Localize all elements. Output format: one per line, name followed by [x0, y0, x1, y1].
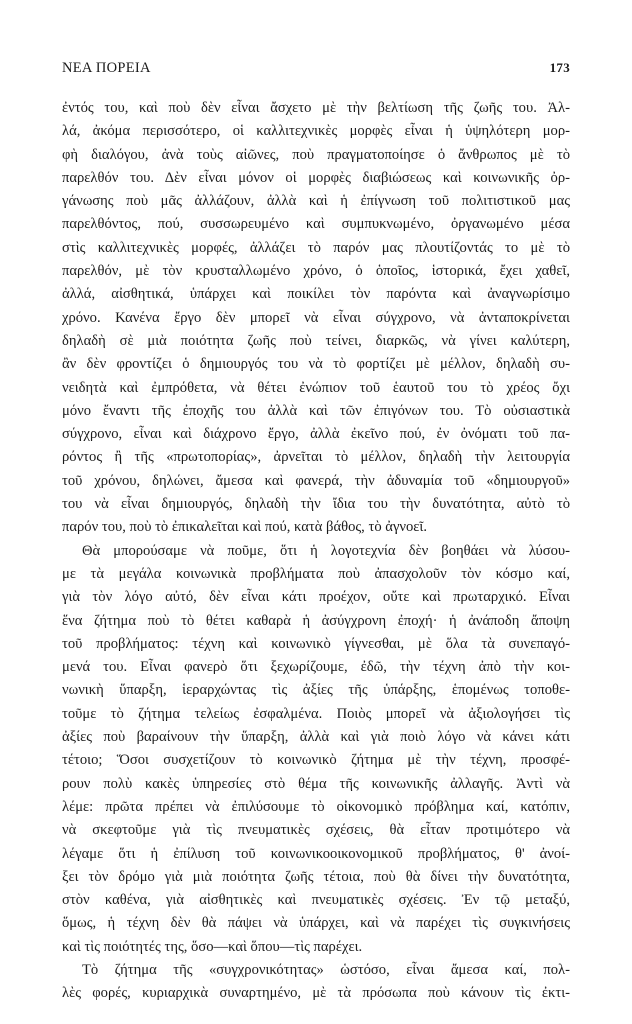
text-line: γάνωσης ποὺ μᾶς ἀλλάζουν, ἀλλὰ καὶ ἡ ἐπίγνωση τοῦ πολιτιστικοῦ μας: [62, 193, 570, 210]
text-line: φὴ διαλόγου, ἀνὰ τοὺς αἰῶνες, ποὺ πραγματοποίησε ὁ ἄνθρωπος μὲ τὸ: [62, 146, 570, 163]
text-line: μόνο ἔναντι τῆς ἐποχῆς του ἀλλὰ καὶ τῶν ἐπιγόνων του. Τὸ οὐσιαστικὰ: [62, 402, 570, 419]
text-line: χρόνο. Κανένα ἔργο δὲν μπορεῖ νὰ εἶναι σύγχρονο, νὰ ἀνταποκρίνεται: [62, 309, 570, 326]
text-line: μενά του. Εἶναι φανερὸ ὅτι ξεχωρίζουμε, ἐδῶ, τὴν τέχνη ἀπὸ τὴν κοι-: [62, 659, 570, 676]
text-line: νὰ σκεφτοῦμε γιὰ τὶς πνευματικὲς σχέσεις, θὰ εἶταν προτιμότερο νὰ: [62, 822, 570, 839]
text-line: Θὰ μπορούσαμε νὰ ποῦμε, ὅτι ἡ λογοτεχνία δὲν βοηθάει νὰ λύσου-: [82, 542, 570, 559]
text-line: ἐντός του, καὶ ποὺ δὲν εἶναι ἄσχετο μὲ τὴν βελτίωση τῆς ζωῆς του. Ἀλ-: [62, 100, 570, 116]
text-line: γιὰ τὸν λόγο αὐτό, δὲν εἶναι κάτι προέχον, οὔτε καὶ πρωταρχικό. Εἶναι: [62, 589, 570, 606]
text-line: παρελθόν του. Δὲν εἶναι μόνον οἱ μορφὲς διαβιώσεως καὶ κοινωνικῆς ὀρ-: [62, 169, 570, 186]
paragraph: [62, 97, 570, 540]
text-line: παρελθόν, μὲ τὸν κρυσταλλωμένο χρόνο, ὁ ὁποῖος, ἱστορικά, ἔχει χαθεῖ,: [62, 263, 570, 280]
text-line: ἀλλά, αἰσθητικά, ὑπάρχει καὶ ποικίλει τὸν παρόντα καὶ ἀναγνωρίσιμο: [62, 286, 570, 303]
text-line: λέγαμε ὅτι ἡ ἐπίλυση τοῦ κοινωνικοοικονομικοῦ προβλήματος, θ' ἀνοί-: [62, 845, 570, 862]
text-line: του νὰ εἶναι δημιουργός, δηλαδὴ τὴν ἴδια του τὴν δυνατότητα, αὐτὸ τὸ: [62, 496, 570, 513]
text-line: ρουν πολὺ κακὲς ὑπηρεσίες στὸ θέμα τῆς κοινωνικῆς ἀλλαγῆς. Ἀντὶ νὰ: [62, 775, 570, 792]
text-line: ἂν δὲν φροντίζει ὁ δημιουργός του νὰ τὸ φορτίζει μὲ μέλλον, δηλαδὴ συ-: [62, 356, 570, 373]
text-line: σύγχρονο, εἶναι καὶ διάχρονο ἔργο, ἀλλὰ ἐκεῖνο πού, ἐν ὀνόματι τοῦ πα-: [62, 426, 570, 443]
text-line: τοῦμε τὸ ζήτημα τελείως ἐσφαλμένα. Ποιὸς μπορεῖ νὰ ἀξιολογήσει τὶς: [62, 705, 570, 722]
text-line: καὶ τὶς ποιότητές της, ὅσο—καὶ ὅπου—τὶς παρέχει.: [62, 938, 363, 955]
text-line: στὶς καλλιτεχνικὲς μορφές, ἀλλάζει τὸ παρόν μας πλουτίζοντάς το μὲ τὸ: [62, 239, 570, 256]
text-line: Τὸ ζήτημα τῆς «συγχρονικότητας» ὡστόσο, εἶναι ἄμεσα καί, πολ-: [82, 961, 570, 978]
running-title: ΝΕΑ ΠΟΡΕΙΑ: [62, 60, 151, 76]
text-line: τοῦ προβλήματος: τέχνη καὶ κοινωνικὸ γίγνεσθαι, μὲ ὅλα τὰ συνεπαγό-: [62, 635, 570, 652]
text-line: ξει τὸν δρόμο γιὰ μιὰ ποιότητα ζωῆς τέτοια, ποὺ θὰ δίνει τὴν δυνατότητα,: [62, 868, 570, 885]
text-line: νωνικὴ ὕπαρξη, ἱεραρχώντας τὶς ἀξίες τῆς ὑπάρξης, ἑπομένως τοποθε-: [62, 682, 570, 699]
text-line: ὅμως, ἡ τέχνη δὲν θὰ πάψει νὰ ὑπάρχει, καὶ νὰ παρέχει τὶς συγκινήσεις: [62, 915, 570, 932]
text-line: ἕνα ζήτημα ποὺ τὸ θέτει καθαρὰ ἡ ἀσύγχρονη ἐποχή· ἡ ἀνάποδη ἄποψη: [62, 612, 570, 629]
text-line: ρόντος ἢ τῆς «πρωτοπορίας», ἀρνεῖται τὸ μέλλον, δηλαδὴ τὴν λειτουργία: [62, 449, 570, 466]
paragraph: [62, 959, 570, 1006]
page-body: [62, 97, 570, 1006]
page-number: 173: [549, 60, 570, 75]
text-line: λά, ἀκόμα περισσότερο, οἱ καλλιτεχνικὲς μορφὲς εἶναι ἡ ὑψηλότερη μορ-: [62, 123, 570, 140]
text-line: λέμε: πρῶτα πρέπει νὰ ἐπιλύσουμε τὸ οἰκονομικὸ πρόβλημα καί, κατόπιν,: [62, 798, 570, 815]
text-line: λὲς φορές, κυριαρχικὰ συναρτημένο, μὲ τὰ πρόσωπα ποὺ κάνουν τὶς ἐκτι-: [62, 985, 570, 1002]
text-line: παρελθόντος, πού, συσσωρευμένο καὶ συμπυκνωμένο, ὀργανωμένο μέσα: [62, 216, 570, 233]
text-line: στὸν καθένα, γιὰ αἰσθητικὲς καὶ πνευματικὲς σχέσεις. Ἐν τῷ μεταξύ,: [62, 892, 570, 909]
text-line: τέτοιο; Ὅσοι συσχετίζουν τὸ κοινωνικὸ ζήτημα μὲ τὴν τέχνη, προσφέ-: [62, 752, 570, 769]
running-header: [62, 60, 570, 77]
text-line: τοῦ χρόνου, δηλώνει, ἄμεσα καὶ φανερά, τὴν ἀδυναμία τοῦ «δημιουργοῦ»: [62, 472, 570, 489]
text-line: νειδητὰ καὶ ἐμπρόθετα, νὰ θέτει ἐνώπιον τοῦ ἑαυτοῦ του τὸ χρέος ὄχι: [62, 379, 570, 396]
text-line: ἀξίες ποὺ βαραίνουν τὴν ὕπαρξη, ἀλλὰ καὶ γιὰ ποιὸ λόγο νὰ κάνει κάτι: [62, 729, 570, 746]
text-line: παρόν του, ποὺ τὸ ἐπικαλεῖται καὶ πού, κατὰ βάθος, τὸ ἀγνοεῖ.: [62, 519, 427, 536]
text-line: με τὰ μεγάλα κοινωνικὰ προβλήματα ποὺ ἀπασχολοῦν τὸν κόσμο καί,: [62, 565, 570, 582]
paragraph: [62, 540, 570, 959]
text-line: δηλαδὴ σὲ μιὰ ποιότητα ζωῆς ποὺ τείνει, διαρκῶς, νὰ γίνει καλύτερη,: [62, 332, 570, 349]
